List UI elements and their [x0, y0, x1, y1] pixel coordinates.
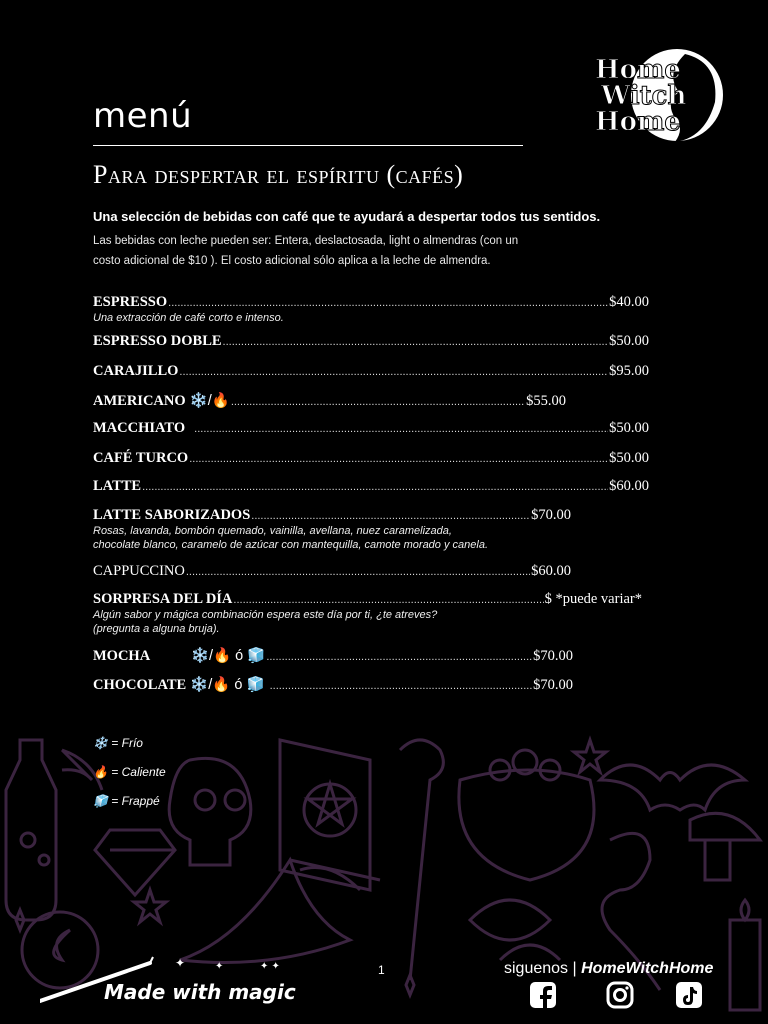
legend-hot: 🔥 = Caliente [93, 765, 166, 779]
item-price: $70.00 [531, 507, 571, 523]
ice-cube-icon: 🧊 [93, 794, 108, 808]
item-description: Una extracción de café corto e intenso. [93, 312, 284, 324]
fire-icon: 🔥 [93, 765, 108, 779]
instagram-icon[interactable] [606, 981, 634, 1009]
item-name: CAFÉ TURCO [93, 450, 189, 466]
item-price: $50.00 [609, 420, 649, 436]
item-name: CHOCOLATE [93, 677, 187, 693]
svg-text:Home: Home [595, 107, 681, 137]
svg-text:Witch: Witch [601, 81, 687, 111]
temperature-icons: ❄️/🔥 ó 🧊 [191, 648, 266, 664]
facebook-icon[interactable] [529, 981, 557, 1009]
menu-item-americano [93, 392, 566, 410]
item-name: AMERICANO [93, 393, 186, 409]
item-name: LATTE [93, 478, 142, 494]
temperature-icons: ❄️/🔥 ó 🧊 [190, 677, 265, 693]
item-price: $50.00 [609, 450, 649, 466]
menu-item-carajillo [93, 363, 649, 380]
menu-item-cafe-turco [93, 450, 649, 467]
item-name: ESPRESSO [93, 294, 168, 310]
item-price: $55.00 [526, 393, 566, 409]
menu-item-sorpresa-del-dia [93, 591, 642, 636]
menu-item-latte [93, 478, 649, 495]
item-price: $70.00 [533, 677, 573, 693]
item-price: $60.00 [531, 563, 571, 579]
social-handle: HomeWitchHome [581, 960, 714, 977]
item-name: MOCHA [93, 648, 151, 664]
milk-note: Las bebidas con leche pueden ser: Entera, deslactosada, light o almendras (con un costo adicional de $10 ). El costo adicional sólo aplica a la leche de almendra. [93, 235, 519, 267]
title-divider [93, 145, 523, 146]
item-description: (pregunta a alguna bruja). [93, 623, 220, 635]
menu-item-mocha [93, 647, 573, 665]
item-price: $60.00 [609, 478, 649, 494]
follow-us: siguenos | HomeWitchHome [504, 960, 714, 977]
section-intro: Una selección de bebidas con café que te ayudará a despertar todos tus sentidos. [93, 209, 601, 224]
item-price: $70.00 [533, 648, 573, 664]
legend-cold: ❄️ = Frío [93, 736, 143, 750]
item-description: Rosas, lavanda, bombón quemado, vainilla, avellana, nuez caramelizada, [93, 525, 452, 537]
made-with-magic-badge [40, 955, 310, 1010]
item-price: $ *puede variar* [544, 591, 642, 607]
svg-text:Home: Home [595, 55, 681, 85]
item-description: chocolate blanco, caramelo de azúcar con mantequilla, camote morado y canela. [93, 539, 489, 551]
legend-frappe: 🧊 = Frappé [93, 794, 160, 808]
item-description: Algún sabor y mágica combinación espera este día por ti, ¿te atreves? [93, 609, 438, 621]
section-title: Para despertar el espíritu (cafés) [93, 160, 464, 189]
menu-item-macchiato [93, 420, 649, 437]
menu-item-espresso-doble [93, 333, 649, 350]
svg-text:✦: ✦ [215, 961, 224, 972]
temperature-icons: ❄️/🔥 [189, 393, 230, 409]
svg-text:✦: ✦ [175, 956, 186, 970]
snowflake-icon: ❄️ [93, 736, 108, 750]
menu-item-latte-saborizados [93, 507, 571, 552]
svg-text:✦ ✦: ✦ ✦ [260, 961, 280, 972]
item-name: CARAJILLO [93, 363, 179, 379]
item-name: MACCHIATO [93, 420, 186, 436]
menu-item-espresso [93, 294, 649, 325]
item-price: $95.00 [609, 363, 649, 379]
item-name: SORPRESA DEL DÍA [93, 591, 233, 607]
item-price: $40.00 [609, 294, 649, 310]
page-number: 1 [378, 963, 385, 977]
home-witch-home-logo [593, 44, 725, 146]
item-name: CAPPUCCINO [93, 563, 185, 579]
item-name: LATTE SABORIZADOS [93, 507, 251, 523]
tiktok-icon[interactable] [675, 981, 703, 1009]
svg-text:Made with magic: Made with magic [104, 980, 296, 1004]
item-name: ESPRESSO DOBLE [93, 333, 222, 349]
menu-item-chocolate [93, 676, 573, 694]
page-title: menú [93, 96, 193, 136]
item-price: $50.00 [609, 333, 649, 349]
menu-item-cappuccino [93, 563, 571, 580]
